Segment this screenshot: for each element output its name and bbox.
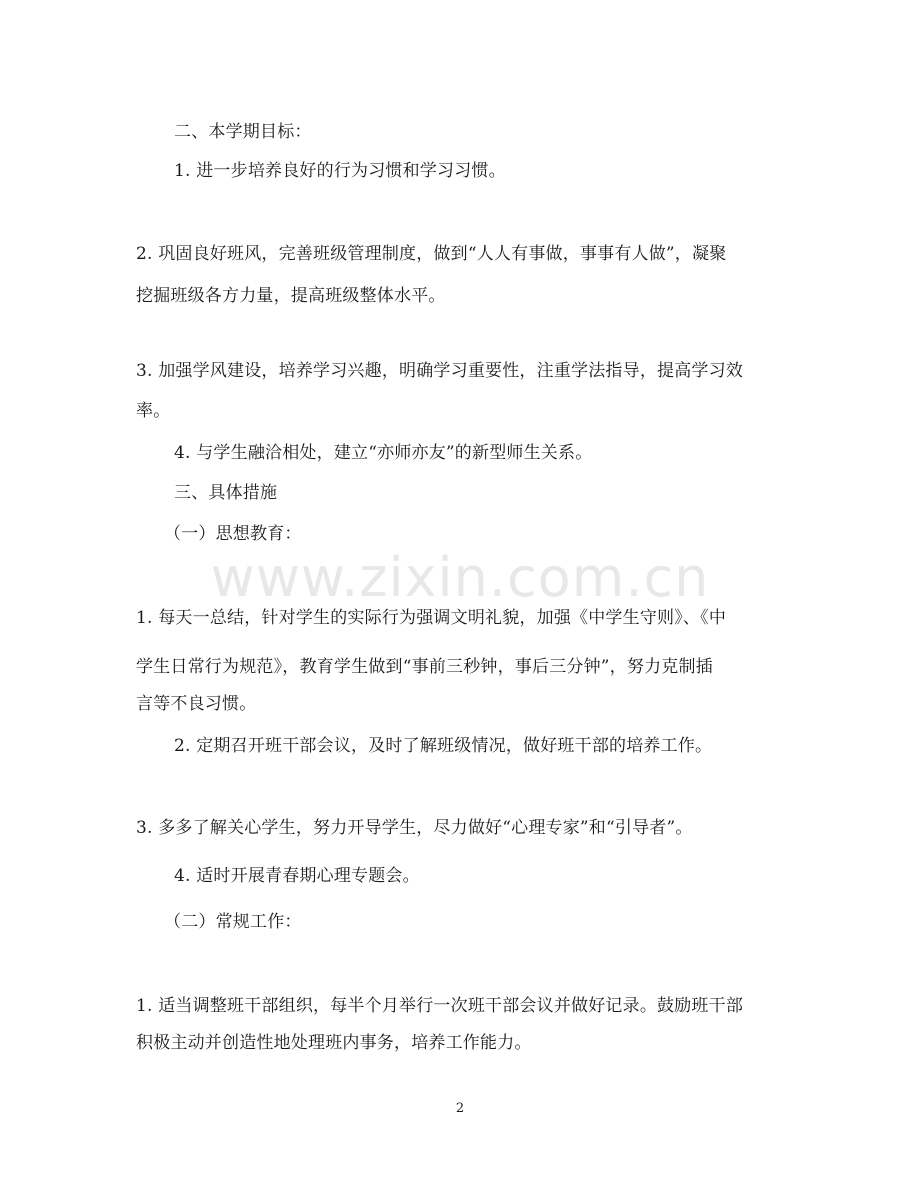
paragraph-line: 2. 定期召开班干部会议，及时了解班级情况，做好班干部的培养工作。 <box>174 736 713 756</box>
paragraph-line: 学生日常行为规范》，教育学生做到“事前三秒钟，事后三分钟”，努力克制插 <box>136 657 713 677</box>
paragraph-line: 率。 <box>136 401 171 421</box>
section-heading-measures: 三、具体措施 <box>174 483 278 503</box>
paragraph-line: 4. 适时开展青春期心理专题会。 <box>174 866 420 886</box>
watermark: www.zixin.com.cn <box>210 546 710 609</box>
subsection-heading: （二）常规工作： <box>164 912 302 932</box>
paragraph-line: 言等不良习惯。 <box>136 694 257 714</box>
paragraph-line: 1. 进一步培养良好的行为习惯和学习习惯。 <box>174 161 506 181</box>
paragraph-line: 挖掘班级各方力量，提高班级整体水平。 <box>136 286 446 306</box>
section-heading-goals: 二、本学期目标： <box>174 122 312 142</box>
paragraph-line: 3. 加强学风建设，培养学习兴趣，明确学习重要性，注重学法指导，提高学习效 <box>136 361 744 381</box>
paragraph-line: 4. 与学生融洽相处，建立“亦师亦友”的新型师生关系。 <box>174 443 593 463</box>
paragraph-line: 1. 适当调整班干部组织，每半个月举行一次班干部会议并做好记录。鼓励班干部 <box>136 996 744 1016</box>
paragraph-line: 1. 每天一总结，针对学生的实际行为强调文明礼貌，加强《中学生守则》、《中 <box>136 608 727 628</box>
paragraph-line: 积极主动并创造性地处理班内事务，培养工作能力。 <box>136 1033 532 1053</box>
page-number: 2 <box>455 1101 465 1116</box>
paragraph-line: 3. 多多了解关心学生，努力开导学生，尽力做好“心理专家”和“引导者”。 <box>136 818 693 838</box>
subsection-heading: （一）思想教育： <box>164 524 302 544</box>
paragraph-line: 2. 巩固良好班风，完善班级管理制度，做到“人人有事做，事事有人做”，凝聚 <box>136 244 727 264</box>
